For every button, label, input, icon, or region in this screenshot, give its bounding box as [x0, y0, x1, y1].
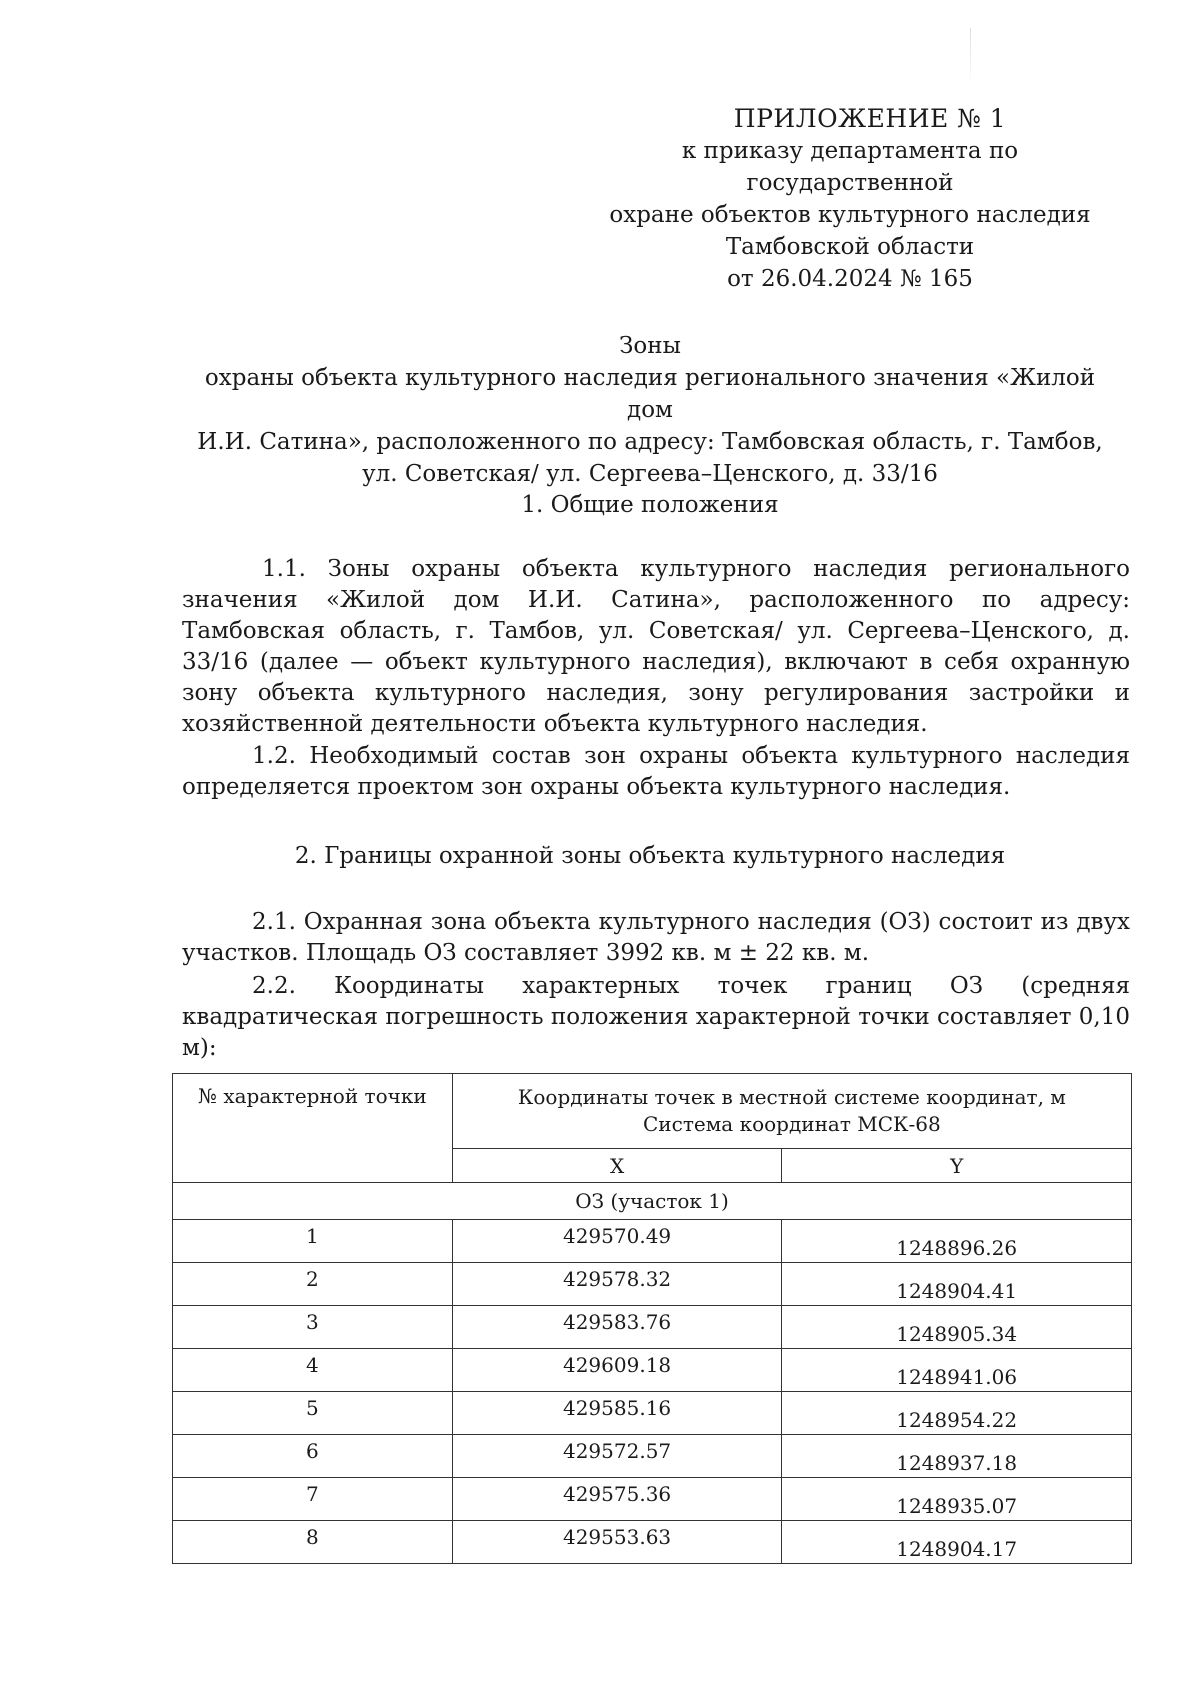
document-title — [180, 330, 1120, 490]
paragraph-1-2: 1.2. Необходимый состав зон охраны объекта культурного наследия определяется проектом зон охраны объекта культурного наследия. — [182, 743, 1130, 800]
table-row — [173, 1306, 1132, 1349]
header-x: X — [452, 1149, 782, 1183]
paragraph-1-1: 1.1. Зоны охраны объекта культурного наследия регионального значения «Жилой дом И.И. Сатина», расположенного по адресу: Тамбовская область, г. Тамбов, ул. Советская/ ул. Сергеева–Ценского, д. 33/16 (далее — объект культурного наследия), включают в себя охранную зону объекта культурного наследия, зону регулирования застройки и хозяйственной деятельности объекта культурного наследия. — [182, 556, 1130, 737]
header-coordinates-line: Система координат МСК-68 — [643, 1112, 941, 1136]
cell-x: 429572.57 — [452, 1435, 782, 1478]
cell-point: 1 — [173, 1220, 453, 1263]
table-row — [173, 1392, 1132, 1435]
title-line: И.И. Сатина», расположенного по адресу: Тамбовская область, г. Тамбов, — [197, 429, 1103, 455]
appendix-line: к приказу департамента по государственной — [681, 138, 1019, 196]
appendix-line: от 26.04.2024 № 165 — [727, 266, 973, 292]
cell-x: 429575.36 — [452, 1478, 782, 1521]
section-2-heading: 2. Границы охранной зоны объекта культурного наследия — [294, 843, 1006, 869]
paragraph-2-1: 2.1. Охранная зона объекта культурного наследия (ОЗ) состоит из двух участков. Площадь ОЗ составляет 3992 кв. м ± 22 кв. м. — [182, 909, 1130, 966]
table-row — [173, 1435, 1132, 1478]
title-line: Зоны — [619, 333, 681, 359]
title-line: ул. Советская/ ул. Сергеева–Ценского, д. 33/16 — [362, 461, 938, 487]
subsection-label: ОЗ (участок 1) — [173, 1183, 1132, 1220]
appendix-line: Тамбовской области — [725, 234, 975, 260]
title-line: охраны объекта культурного наследия регионального значения «Жилой дом — [204, 365, 1096, 423]
cell-point: 2 — [173, 1263, 453, 1306]
paragraph-2-2: 2.2. Координаты характерных точек границ ОЗ (средняя квадратическая погрешность положения характерной точки составляет 0,10 м): — [182, 973, 1130, 1061]
cell-point: 3 — [173, 1306, 453, 1349]
table-row — [173, 1263, 1132, 1306]
cell-x: 429609.18 — [452, 1349, 782, 1392]
cell-x: 429578.32 — [452, 1263, 782, 1306]
header-coordinates-line: Координаты точек в местной системе координат, м — [517, 1085, 1066, 1109]
cell-x: 429583.76 — [452, 1306, 782, 1349]
table-row — [173, 1349, 1132, 1392]
cell-point: 4 — [173, 1349, 453, 1392]
cell-x: 429585.16 — [452, 1392, 782, 1435]
cell-y: 1248904.41 — [782, 1263, 1132, 1306]
header-y: Y — [782, 1149, 1132, 1183]
table-body — [173, 1220, 1132, 1564]
coordinates-table — [172, 1073, 1132, 1564]
cell-x: 429570.49 — [452, 1220, 782, 1263]
section-1-heading: 1. Общие положения — [521, 492, 779, 518]
cell-y: 1248937.18 — [782, 1435, 1132, 1478]
cell-point: 6 — [173, 1435, 453, 1478]
table-row — [173, 1220, 1132, 1263]
appendix-line: охране объектов культурного наследия — [609, 202, 1091, 228]
scan-artifact — [970, 28, 971, 88]
cell-y: 1248941.06 — [782, 1349, 1132, 1392]
cell-x: 429553.63 — [452, 1521, 782, 1564]
cell-y: 1248935.07 — [782, 1478, 1132, 1521]
appendix-header — [590, 103, 1110, 295]
header-point-number: № характерной точки — [173, 1074, 453, 1183]
cell-point: 8 — [173, 1521, 453, 1564]
cell-y: 1248896.26 — [782, 1220, 1132, 1263]
cell-point: 7 — [173, 1478, 453, 1521]
appendix-title: ПРИЛОЖЕНИЕ № 1 — [733, 104, 1007, 133]
cell-y: 1248904.17 — [782, 1521, 1132, 1564]
cell-y: 1248905.34 — [782, 1306, 1132, 1349]
cell-y: 1248954.22 — [782, 1392, 1132, 1435]
table-row — [173, 1478, 1132, 1521]
cell-point: 5 — [173, 1392, 453, 1435]
header-coordinates — [452, 1074, 1131, 1149]
table-row — [173, 1521, 1132, 1564]
